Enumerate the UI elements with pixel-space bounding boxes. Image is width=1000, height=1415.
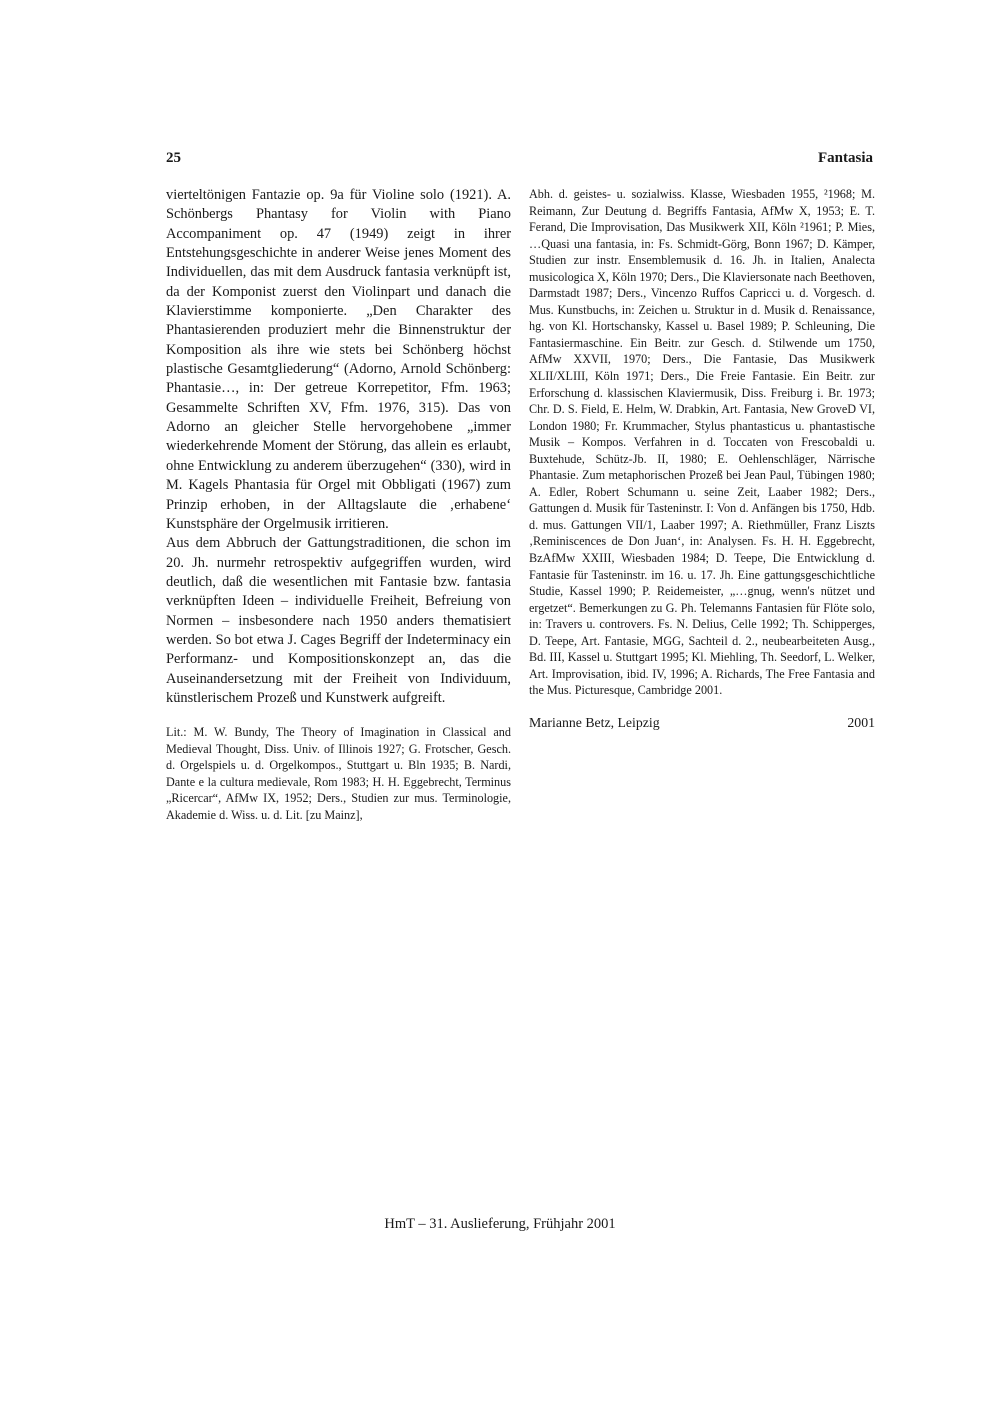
page-footer: HmT – 31. Auslieferung, Frühjahr 2001 — [384, 1216, 616, 1232]
publication-year: 2001 — [847, 714, 875, 730]
body-paragraph-2: Aus dem Abbruch der Gattungstraditionen, die schon im 20. Jh. nurmehr retrospektiv aufgegriffen wurden, wird deutlich, daß die wesentlichen mit Fantasie bzw. fantasia verknüpften Ideen – individuelle Freiheit, Befreiung von Normen – insbesondere nach 1950 anders thematisiert werden. So bot etwa J. Cages Begriff der Indeterminacy ein Performanz- und Kompositionskonzept an, das die Auseinandersetzung mit der Freiheit von Individuum, künstlerischem Prozeß und Kunstwerk aufgreift. — [166, 535, 511, 706]
signature-line — [529, 713, 875, 732]
left-column — [166, 186, 511, 824]
literature-list-continued: Abh. d. geistes- u. sozialwiss. Klasse, Wiesbaden 1955, ²1968; M. Reimann, Zur Deutung d. Begriffs Fantasia, AfMw X, 1953; E. T. Ferand, Die Improvisation, Das Musikwerk XII, Köln ²1961; P. Mies, …Quasi una fantasia, in: Fs. Schmidt-Görg, Bonn 1967; D. Kämper, Studien zur instr. Ensemblemusik d. 16. Jh. in Italien, Analecta musicologica X, Köln 1970; Ders., Die Klaviersonate nach Beethoven, Darmstadt 1987; Ders., Vincenzo Ruffos Capricci u. d. Vorgesch. d. Mus. Kunstbuchs, in: Zeichen u. Struktur in d. Musik d. Renaissance, hg. von Kl. Hortschansky, Kassel u. Basel 1989; P. Schleuning, Die Fantasiermaschine. Ein Beitr. zur Gesch. d. Stilwende um 1750, AfMw XXVII, 1970; Ders., Die Fantasie, Das Musikwerk XLII/XLIII, Köln 1971; Ders., Die Freie Fantasie. Ein Beitr. zur Erforschung d. klassischen Klaviermusik, Diss. Freiburg i. Br. 1973; Chr. D. S. Field, E. Helm, W. Drabkin, Art. Fantasia, New GroveD VI, London 1980; Fr. Krummacher, Stylus phantasticus u. phantastische Musik – Kompos. Verfahren in d. Toccaten von Frescobaldi u. Buxtehude, Schütz-Jb. II, 1980; E. Oehlenschläger, Närrische Phantasie. Zum metaphorischen Prozeß bei Jean Paul, Tübingen 1980; A. Edler, Robert Schumann u. seine Zeit, Laaber 1982; Ders., Gattungen d. Musik für Tasteninstr. I: Von d. Anfängen bis 1750, Hdb. d. mus. Gattungen VII/1, Laaber 1997; A. Riethmüller, Franz Liszts ‚Reminiscences de Don Juan‘, in: Analysen. Fs. H. H. Eggebrecht, BzAfMw XXIII, Wiesbaden 1984; D. Teepe, Die Entwicklung d. Fantasie für Tasteninstr. im 16. u. 17. Jh. Eine gattungsgeschichtliche Studie, Kassel 1990; P. Reidemeister, „…gnug, wenn's nützet und ergetzet“. Bemerkungen zu G. Ph. Telemanns Fantasien für Flöte solo, in: Travers u. controvers. Fs. N. Delius, Celle 1992; Th. Schipperges, D. Teepe, Art. Fantasie, MGG, Sachteil d. 2., neubearbeiteten Ausg., Bd. III, Kassel u. Stuttgart 1995; Kl. Miehling, Th. Seedorf, L. Welker, Art. Improvisation, ibid. IV, 1996; A. Richards, The Free Fantasia and the Mus. Picturesque, Cambridge 2001. — [529, 187, 875, 698]
page-number: 25 — [166, 150, 181, 166]
body-paragraph-1: vierteltönigen Fantazie op. 9a für Violine solo (1921). A. Schönbergs Phantasy for Violin with Piano Accompaniment op. 47 (1949) zeigt in ihrer Entstehungsgeschichte in anderer Weise jenes Moment des Individuellen, das mit dem Ausdruck fantasia verknüpft ist, da der Komponist zuerst den Violinpart und danach die Klavierstimme komponierte. „Den Charakter des Phantasierenden produziert mehr die Binnenstruktur der Komposition als ihre wie stets bei Schönberg höchst plastische Gesamtgliederung“ (Adorno, Arnold Schönberg: Phantasie…, in: Der getreue Korrepetitor, Ffm. 1963; Gesammelte Schriften XV, Ffm. 1976, 315). Das von Adorno an gleicher Stelle hervorgehobene „immer wiederkehrende Moment der Störung, das allein es erlaubt, ohne Entwicklung zu anderem überzugehen“ (330), wird in M. Kagels Phantasia für Orgel mit Obbligati (1967) zum Prinzip erhoben, in der Alltagslaute die ‚erhabene‘ Kunstsphäre der Orgelmusik irritieren. — [166, 187, 511, 532]
author-name: Marianne Betz, Leipzig — [529, 714, 660, 730]
right-column — [529, 186, 875, 732]
literature-list: Lit.: M. W. Bundy, The Theory of Imagination in Classical and Medieval Thought, Diss. Univ. of Illinois 1927; G. Frotscher, Gesch. d. Orgelspiels u. d. Orgelkompos., Stuttgart u. Bln 1935; B. Nardi, Dante e la cultura medievale, Rom 1983; H. H. Eggebrecht, Terminus „Ricercar“, AfMw IX, 1952; Ders., Studien zur mus. Terminologie, Akademie d. Wiss. u. d. Lit. [zu Mainz], — [166, 725, 511, 823]
running-head: Fantasia — [817, 150, 873, 166]
